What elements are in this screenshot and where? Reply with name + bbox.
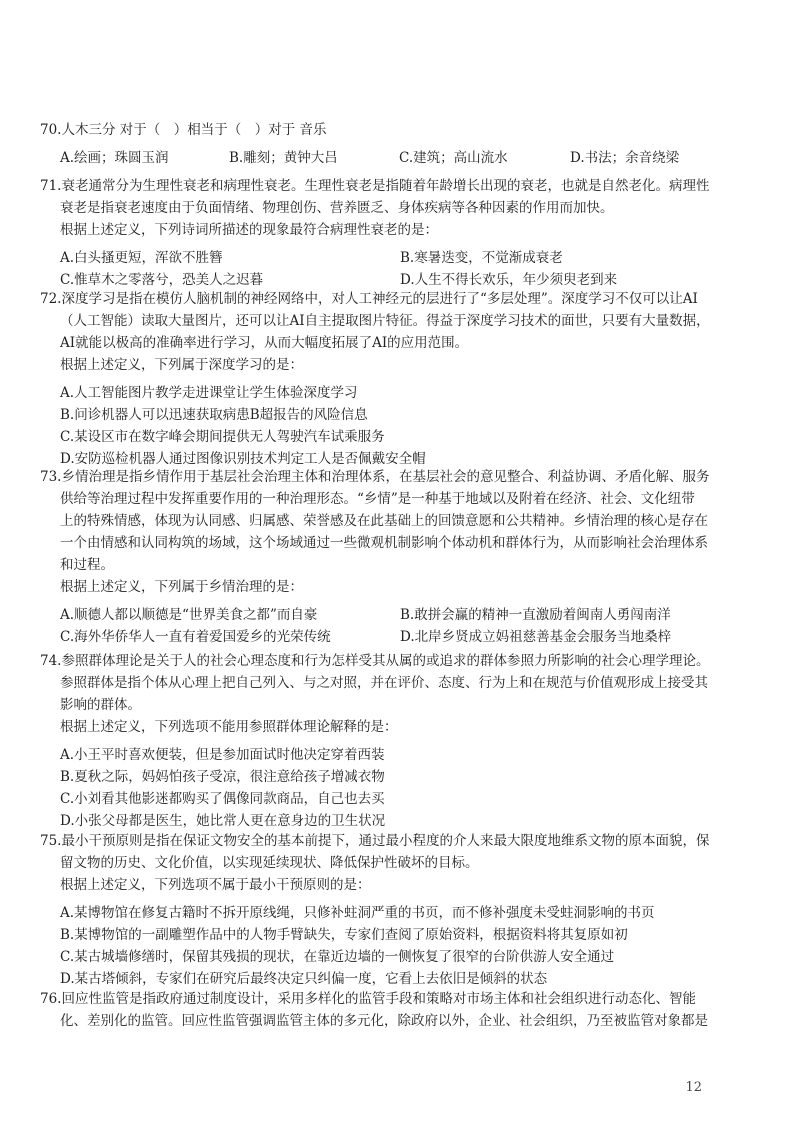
option-c: C.建筑；高山流水 <box>399 150 508 166</box>
question-stem-line: 72.深度学习是指在模仿人脑机制的神经网络中，对人工神经元的层进行了“多层处理”。深度学习不仅可以让AI <box>40 291 698 307</box>
option-a: A.小王平时喜欢便装，但是参加面试时他决定穿着西装 <box>60 747 385 763</box>
option-b: B.问诊机器人可以迅速获取病患B超报告的风险信息 <box>60 407 368 423</box>
question-stem: 70.人木三分 对于（ ）相当于（ ）对于 音乐 <box>40 122 327 138</box>
question-prompt: 根据上述定义，下列属于乡情治理的是： <box>60 579 303 595</box>
option-d: D.书法；余音绕梁 <box>570 150 680 166</box>
question-stem-line: 71.衰老通常分为生理性衰老和病理性衰老。生理性衰老是指随着年龄增长出现的衰老，也就是自然老化。病理性 <box>40 178 710 194</box>
option-d: D.某古塔倾斜，专家们在研究后最终决定只纠偏一度，它看上去依旧是倾斜的状态 <box>60 971 548 987</box>
option-a: A.人工智能图片教学走进课堂让学生体验深度学习 <box>60 385 358 401</box>
option-c: C.小刘看其他影迷都购买了偶像同款商品，自己也去买 <box>60 791 385 807</box>
question-stem-line: 74.参照群体理论是关于人的社会心理态度和行为怎样受其从属的或追求的群体参照力所影响的社会心理学理论。 <box>40 653 710 669</box>
question-72 <box>40 288 762 470</box>
question-stem-line: 73.乡情治理是指乡情作用于基层社会治理主体和治理体系，在基层社会的意见整合、利益协调、矛盾化解、服务 <box>40 469 710 485</box>
question-prompt: 根据上述定义，下列诗词所描述的现象最符合病理性衰老的是： <box>60 222 438 238</box>
option-a: A.顺德人都以顺德是“世界美食之都”而自豪 <box>60 607 318 623</box>
option-c: C.某古城墙修缮时，保留其残损的现状，在靠近边墙的一侧恢复了很窄的台阶供游人安全通过 <box>60 949 615 965</box>
question-prompt: 根据上述定义，下列属于深度学习的是： <box>60 357 303 373</box>
question-stem-line: 供给等治理过程中发挥重要作用的一种治理形态。“乡情”是一种基于地域以及附着在经济、社会、文化纽带 <box>60 491 695 507</box>
question-stem-line: 75.最小干预原则是指在保证文物安全的基本前提下，通过最小程度的介人来最大限度地维系文物的原本面貌，保 <box>40 833 710 849</box>
option-b: B.雕刻；黄钟大吕 <box>229 150 338 166</box>
question-stem-line: 76.回应性监管是指政府通过制度设计，采用多样化的监管手段和策略对市场主体和社会组织进行动态化、智能 <box>40 991 696 1007</box>
option-a: A.白头搔更短，浑欲不胜簪 <box>60 250 223 266</box>
question-stem-line: 衰老是指衰老速度由于负面情绪、物理创伤、营养匮乏、身体疾病等各种因素的作用而加快。 <box>60 200 614 216</box>
question-stem-line: AI就能以极高的准确率进行学习，从而大幅度拓展了AI的应用范围。 <box>60 335 469 351</box>
option-b: B.敢拼会赢的精神一直激励着闽南人勇闯南洋 <box>400 607 671 623</box>
option-d: D.安防巡检机器人通过图像识别技术判定工人是否佩戴安全帽 <box>60 451 426 467</box>
question-76 <box>40 988 762 1032</box>
question-stem-line: 一个由情感和认同构筑的场域，这个场域通过一些微观机制影响个体动机和群体行为，从而影响社会治理体系 <box>60 535 708 551</box>
option-a: A.某博物馆在修复古籍时不拆开原线绳，只修补蛀洞严重的书页，而不修补强度未受蛀洞影响的书页 <box>60 905 655 921</box>
question-74 <box>40 650 762 832</box>
question-75 <box>40 830 762 990</box>
option-d: D.人生不得长欢乐，年少须臾老到来 <box>400 272 618 288</box>
option-d: D.小张父母都是医生，她比常人更在意身边的卫生状况 <box>60 813 386 829</box>
options-row <box>40 247 762 269</box>
option-c: C.海外华侨华人一直有着爱国爱乡的光荣传统 <box>60 629 331 645</box>
question-70 <box>40 119 762 169</box>
option-c: C.惟草木之零落兮，恐美人之迟暮 <box>60 272 264 288</box>
question-stem-line: 留文物的历史、文化价值，以实现延续现状、降低保护性破坏的目标。 <box>60 855 479 871</box>
question-73 <box>40 466 762 648</box>
option-d: D.北岸乡贤成立妈祖慈善基金会服务当地桑梓 <box>400 629 672 645</box>
question-stem-line: 上的特殊情感，体现为认同感、归属感、荣誉感及在此基础上的回馈意愿和公共精神。乡情治理的核心是存在 <box>60 513 708 529</box>
option-b: B.寒暑迭变，不觉渐成衰老 <box>400 250 563 266</box>
question-stem-line: （人工智能）读取大量图片，还可以让AI自主提取图片特征。得益于深度学习技术的面世，只要有大量数据， <box>60 313 710 329</box>
question-stem-line: 参照群体是指个体从心理上把自己列入、与之对照，并在评价、态度、行为上和在规范与价值观形成上接受其 <box>60 675 708 691</box>
question-stem-line: 影响的群体。 <box>60 697 141 713</box>
option-b: B.夏秋之际，妈妈怕孩子受凉，很注意给孩子增减衣物 <box>60 769 385 785</box>
question-71 <box>40 175 762 291</box>
option-a: A.绘画；珠圆玉润 <box>60 150 169 166</box>
page-number: 12 <box>685 1080 702 1095</box>
question-prompt: 根据上述定义，下列选项不属于最小干预原则的是： <box>60 877 371 893</box>
options-row <box>40 626 762 648</box>
option-c: C.某设区市在数字峰会期间提供无人驾驶汽车试乘服务 <box>60 429 385 445</box>
question-stem-line: 和过程。 <box>60 557 114 573</box>
options-row <box>40 147 762 169</box>
option-b: B.某博物馆的一副雕塑作品中的人物手臂缺失，专家们查阅了原始资料，根据资料将其复原如初 <box>60 927 628 943</box>
question-prompt: 根据上述定义，下列选项不能用参照群体理论解释的是： <box>60 719 398 735</box>
options-row <box>40 604 762 626</box>
question-stem-line: 化、差别化的监管。回应性监管强调监管主体的多元化，除政府以外，企业、社会组织，乃至被监管对象都是 <box>60 1013 708 1029</box>
